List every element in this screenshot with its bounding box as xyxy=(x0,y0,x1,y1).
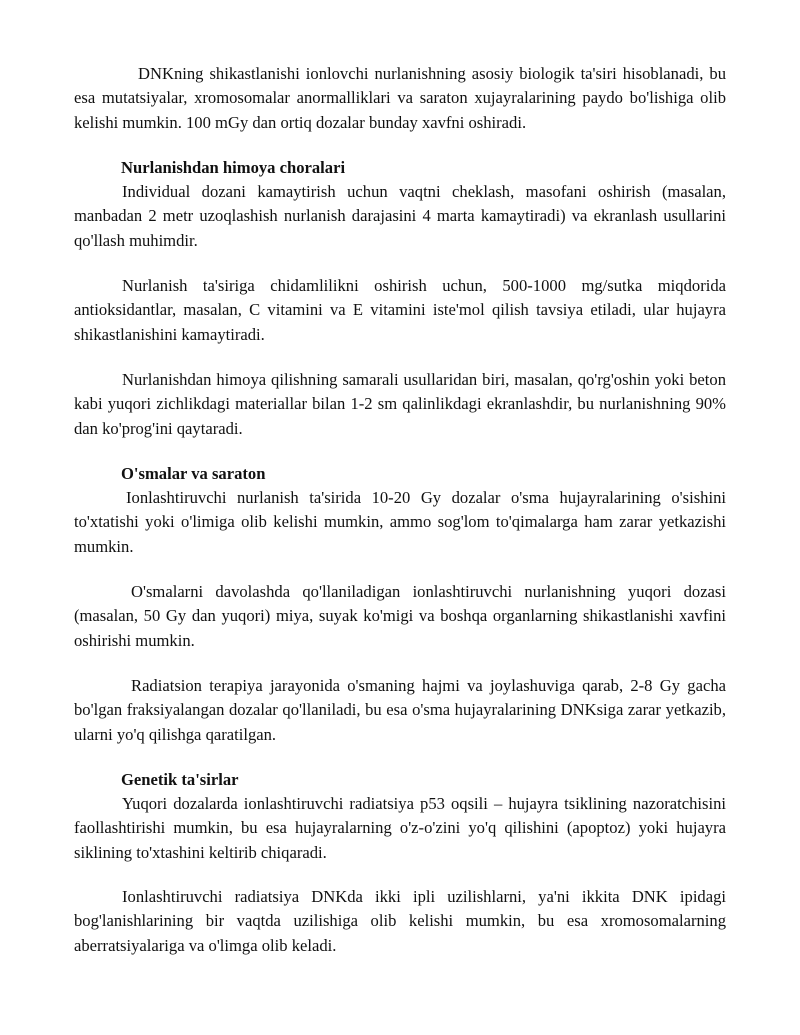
paragraph-p53: Yuqori dozalarda ionlashtiruvchi radiatsiya p53 oqsili – hujayra tsiklining nazoratchisini faollashtirishi mumkin, bu esa hujayralarning o'z-o'zini yo'q qilishini (apoptoz) yoki hujayra siklining to'xtashini keltirib chiqaradi. xyxy=(74,794,726,862)
paragraph-shielding: Nurlanishdan himoya qilishning samarali usullaridan biri, masalan, qo'rg'oshin yoki beton kabi yuqori zichlikdagi materiallar bilan 1-2 sm qalinlikdagi ekranlashdir, bu nurlanishning 90% dan ko'prog'ini qaytaradi. xyxy=(74,369,726,438)
paragraph-double-strand-breaks: Ionlashtiruvchi radiatsiya DNKda ikki ipli uzilishlarni, ya'ni ikkita DNK ipidagi bog'lanishlarining bir vaqtda uzilishiga olib kelishi mumkin, bu esa xromosomalarning aberratsiyalariga va o'limga olib keladi. xyxy=(74,887,726,955)
document-page xyxy=(74,62,726,958)
paragraph-radiotherapy-fractions: Radiatsion terapiya jarayonida o'smaning hajmi va joylashuviga qarab, 2-8 Gy gacha bo'lgan fraksiyalangan dozalar qo'llaniladi, bu esa o'sma hujayralarining DNKsiga zarar yetkazib, ularni yo'q qilishga qaratilgan. xyxy=(74,675,726,744)
heading-genetic-effects: Genetik ta'sirlar xyxy=(121,769,239,789)
paragraph-high-dose-risk: O'smalarni davolashda qo'llaniladigan ionlashtiruvchi nurlanishning yuqori dozasi (masalan, 50 Gy dan yuqori) miya, suyak ko'migi va boshqa organlarning shikastlanishi xavfini oshirishi mumkin. xyxy=(74,582,726,650)
paragraph-dose-reduction: Individual dozani kamaytirish uchun vaqtni cheklash, masofani oshirish (masalan, manbadan 2 metr uzoqlashish nurlanish darajasini 4 marta kamaytiradi) va ekranlash usullarini qo'llash muhimdir. xyxy=(74,182,726,250)
heading-tumors-cancer: O'smalar va saraton xyxy=(121,463,266,483)
paragraph-tumor-doses: Ionlashtiruvchi nurlanish ta'sirida 10-20 Gy dozalar o'sma hujayralarining o'sishini to'xtatishi yoki o'limiga olib kelishi mumkin, ammo sog'lom to'qimalarga ham zarar yetkazishi mumkin. xyxy=(74,488,726,556)
paragraph-dna-damage: DNKning shikastlanishi ionlovchi nurlanishning asosiy biologik ta'siri hisoblanadi, bu esa mutatsiyalar, xromosomalar anormalliklari va saraton xujayralarining paydo bo'lishiga olib kelishi mumkin. 100 mGy dan ortiq dozalar bunday xavfni oshiradi. xyxy=(74,64,726,132)
paragraph-antioxidants: Nurlanish ta'siriga chidamlilikni oshirish uchun, 500-1000 mg/sutka miqdorida antioksidantlar, masalan, C vitamini va E vitamini iste'mol qilish tavsiya etiladi, ular hujayra shikastlanishini kamaytiradi. xyxy=(74,276,726,344)
heading-radiation-protection: Nurlanishdan himoya choralari xyxy=(121,157,346,177)
